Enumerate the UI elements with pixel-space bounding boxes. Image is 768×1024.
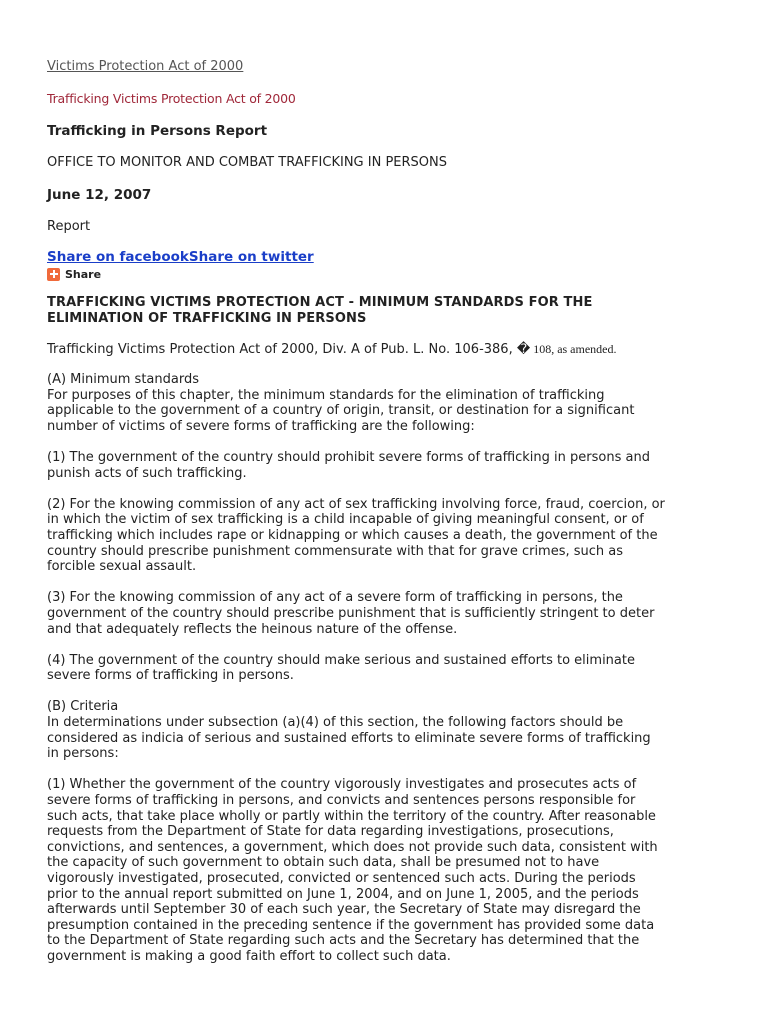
paragraph-line: severe forms of trafficking in persons. [47,668,294,684]
paragraph-line: (A) Minimum standards [47,372,199,387]
share-links [47,249,727,265]
paragraph-line: (4) The government of the country should make serious and sustained efforts to eliminate [47,652,635,668]
paragraph-line: in persons: [47,746,119,762]
act-title-link[interactable]: Trafficking Victims Protection Act of 2000 [47,91,296,106]
paragraph-line: presumption contained in the preceding sentence if the government has provided some data [47,917,655,933]
paragraph-line: severe forms of trafficking in persons, and convicts and sentences persons responsible for [47,793,636,809]
paragraph-line: afterwards until September 30 of each such year, the Secretary of State may disregard the [47,902,641,918]
paragraph [47,497,727,575]
paragraph-line: prior to the annual report submitted on June 1, 2004, and on June 1, 2005, and the periods [47,886,639,902]
paragraph [47,590,727,637]
paragraph-line: and that adequately reflects the heinous nature of the offense. [47,621,458,637]
paragraph [47,450,727,481]
paragraph-line: country should prescribe punishment commensurate with that for grave crimes, such as [47,543,624,559]
office-name: OFFICE TO MONITOR AND COMBAT TRAFFICKING IN PERSONS [47,155,447,170]
share-button[interactable] [47,267,727,281]
paragraph-line: For purposes of this chapter, the minimum standards for the elimination of trafficking [47,387,605,403]
paragraph-line: applicable to the government of a country of origin, transit, or destination for a significant [47,403,635,419]
paragraph-line: the capacity of such government to obtain such data, shall be presumed not to have [47,855,600,871]
paragraph-line: government of the country should prescribe punishment that is sufficiently stringent to deter [47,605,655,621]
body-text [47,372,727,965]
paragraph-line: (3) For the knowing commission of any act of a severe form of trafficking in persons, the [47,590,623,606]
section-heading-line: ELIMINATION OF TRAFFICKING IN PERSONS [47,311,367,326]
paragraph-line: number of victims of severe forms of trafficking are the following: [47,418,475,434]
paragraph-line: (B) Criteria [47,699,119,715]
paragraph-line: such acts, that take place wholly or partly within the territory of the country. After reasonable [47,808,656,824]
share-button-label: Share [65,267,102,281]
paragraph [47,777,727,964]
plus-icon [47,268,60,281]
share-twitter-link[interactable]: Share on twitter [188,249,314,265]
breadcrumb-link[interactable]: Victims Protection Act of 2000 [47,59,244,74]
paragraph-line: In determinations under subsection (a)(4) of this section, the following factors should be [47,715,624,731]
report-title: Trafficking in Persons Report [47,123,268,139]
paragraph-line: convictions, and sentences, a government, which does not provide such data, consistent with [47,839,658,855]
document-type: Report [47,219,91,234]
section-heading [47,295,727,327]
publication-date: June 12, 2007 [47,187,152,203]
paragraph-line: forcible sexual assault. [47,559,197,575]
paragraph-line: trafficking which includes rape or kidnapping or which causes a death, the government of the [47,527,658,543]
paragraph-line: (2) For the knowing commission of any act of sex trafficking involving force, fraud, coercion, or [47,496,665,512]
paragraph-line: government is making a good faith effort to collect such data. [47,948,451,964]
paragraph-line: (1) Whether the government of the country vigorously investigates and prosecutes acts of [47,777,637,793]
paragraph-line: in which the victim of sex trafficking is a child incapable of giving meaningful consent, or of [47,512,644,528]
citation-section: 108, as amended. [530,342,617,356]
paragraph [47,653,727,684]
paragraph-line: vigorously investigated, prosecuted, convicted or sentenced such acts. During the periods [47,871,636,886]
paragraph-line: punish acts of such trafficking. [47,465,247,481]
paragraph-line: requests from the Department of State for data regarding investigations, prosecutions, [47,824,614,840]
paragraph-line: (1) The government of the country should prohibit severe forms of trafficking in persons and [47,449,650,465]
section-heading-line: TRAFFICKING VICTIMS PROTECTION ACT - MINIMUM STANDARDS FOR THE [47,295,593,310]
legal-citation [47,341,727,358]
paragraph [47,699,727,761]
document-page [47,58,727,980]
paragraph-line: to the Department of State regarding such acts and the Secretary has determined that the [47,933,640,949]
paragraph [47,372,727,434]
paragraph-line: considered as indicia of serious and sustained efforts to eliminate severe forms of trafficking [47,730,651,746]
share-facebook-link[interactable]: Share on facebook [47,249,189,265]
citation-text: Trafficking Victims Protection Act of 2000, Div. A of Pub. L. No. 106-386, � [47,342,531,357]
